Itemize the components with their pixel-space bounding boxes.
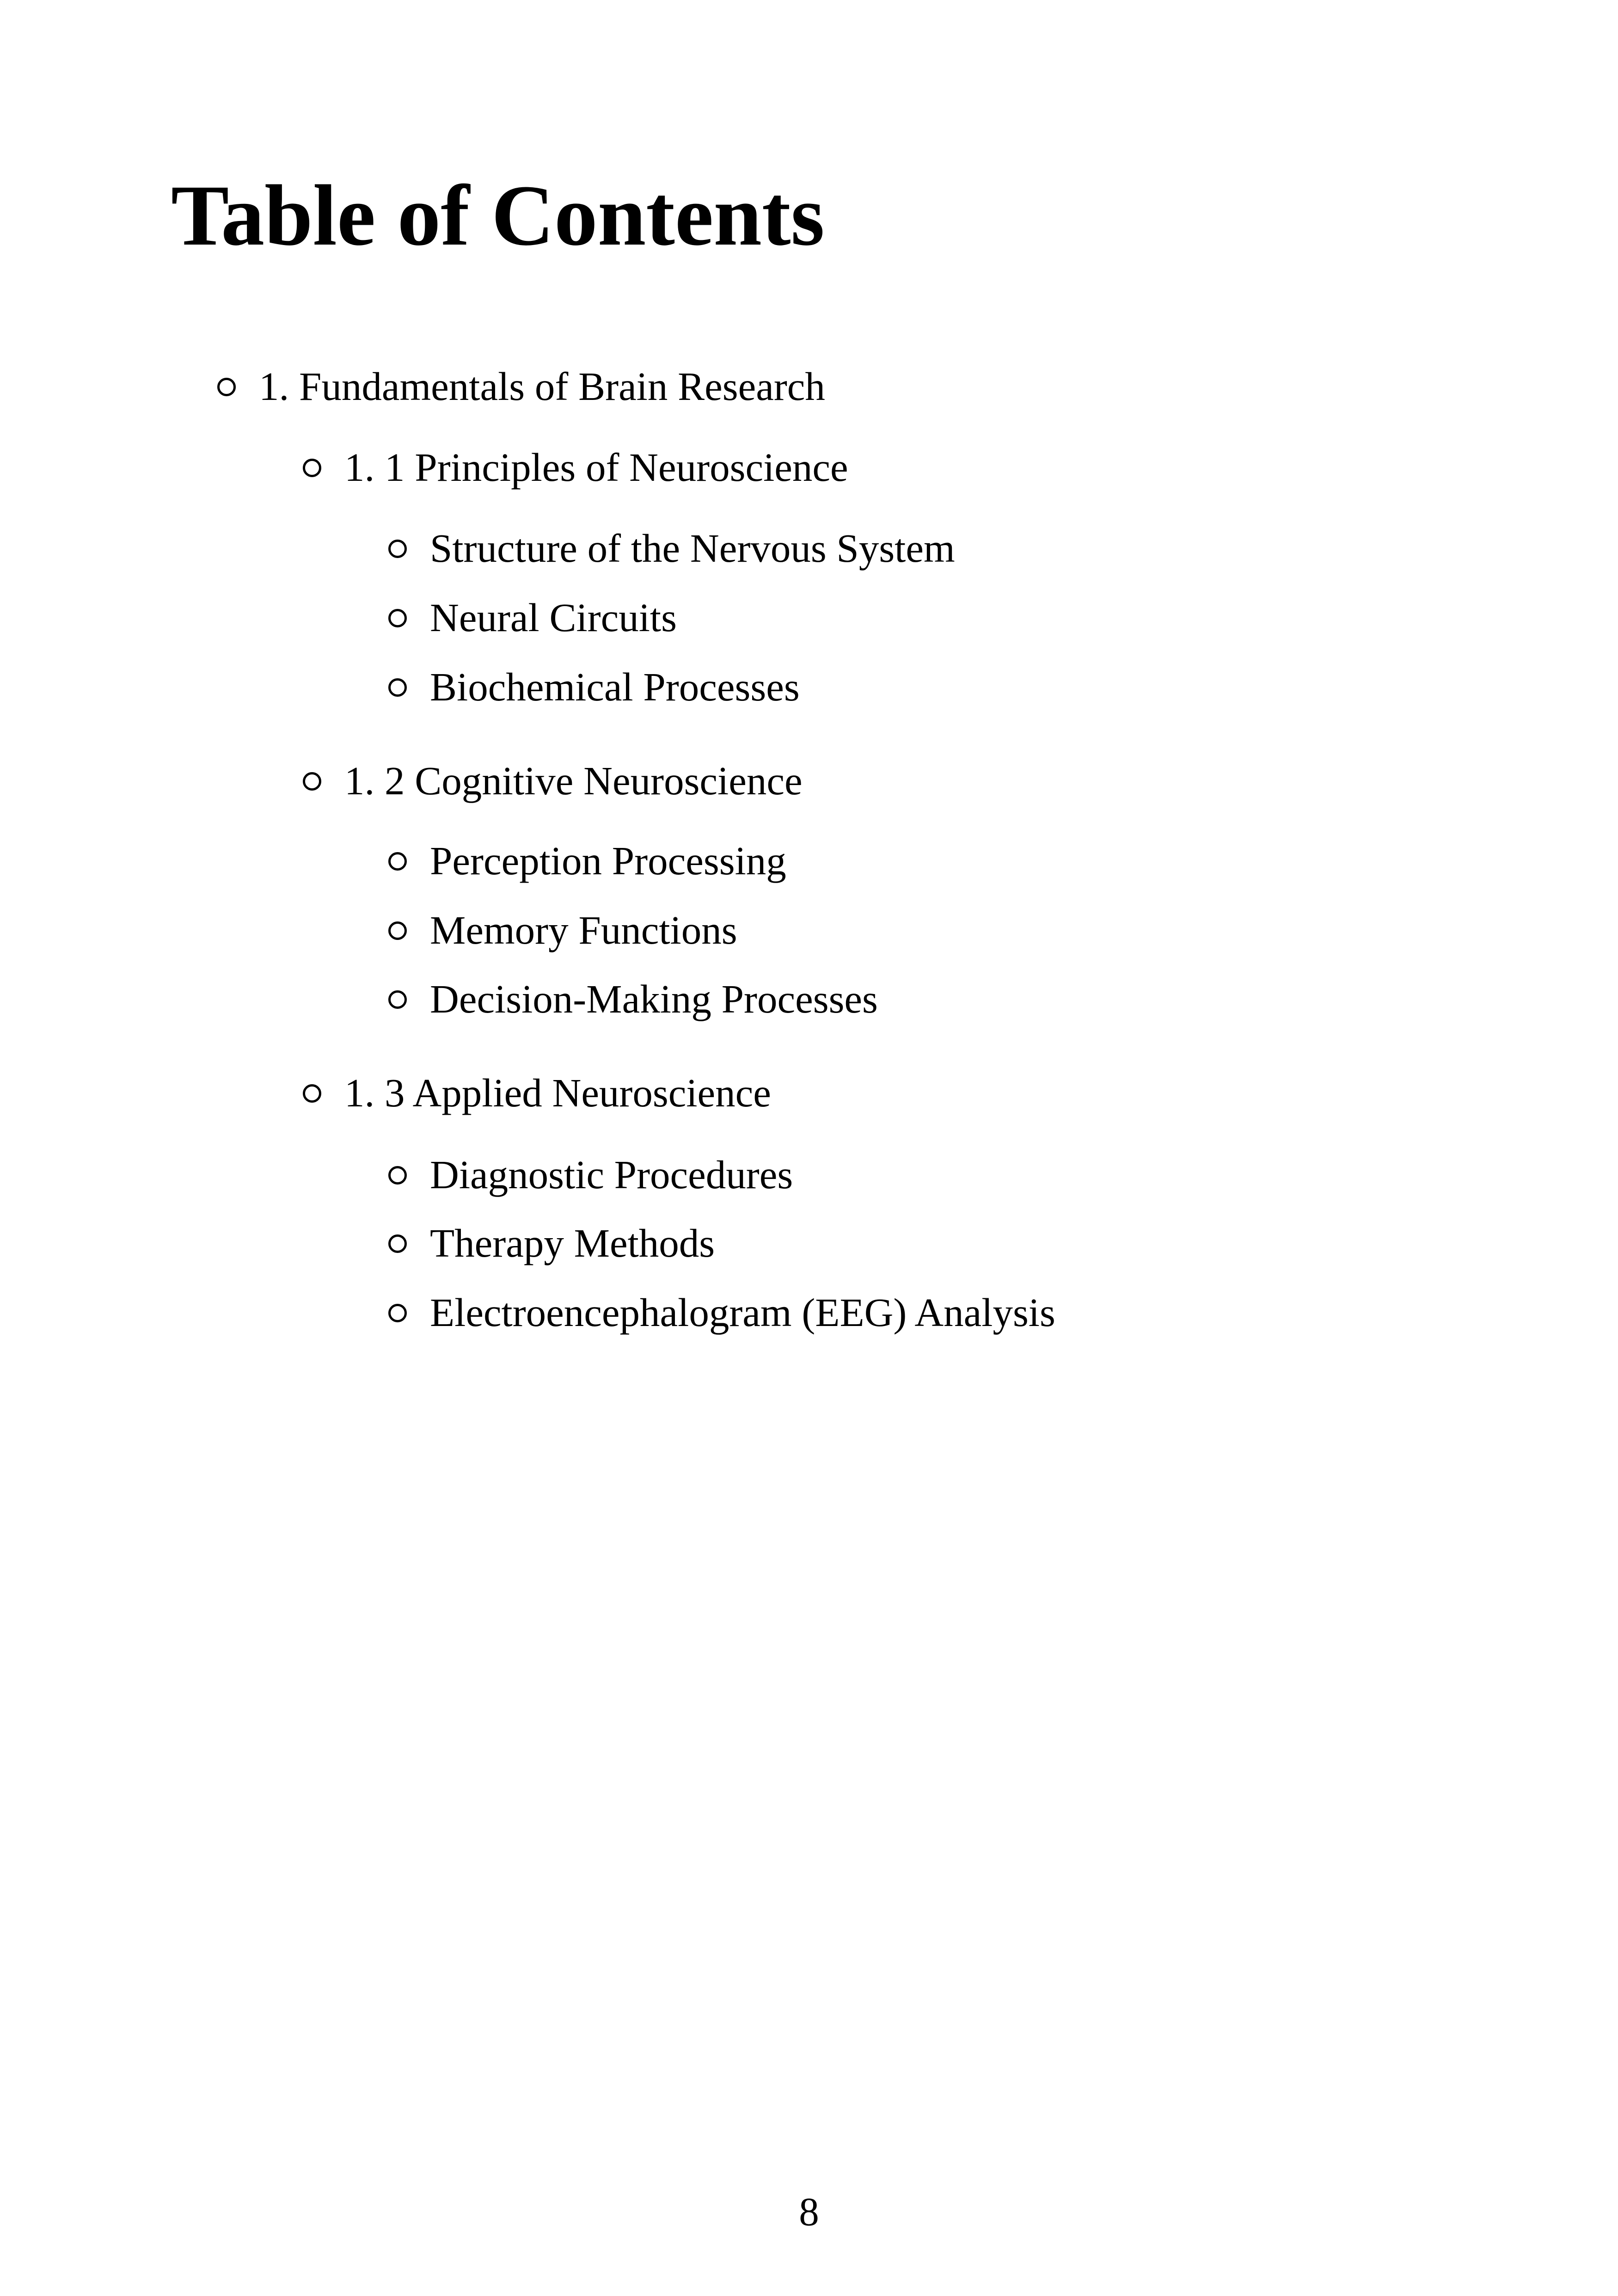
toc-item-label: Electroencephalogram (EEG) Analysis	[430, 1290, 1055, 1335]
toc-item	[388, 597, 677, 638]
toc-item-label: Diagnostic Procedures	[430, 1152, 793, 1197]
page-title: Table of Contents	[171, 167, 825, 264]
hollow-circle-bullet-icon	[388, 678, 407, 697]
hollow-circle-bullet-icon	[303, 772, 321, 791]
toc-item	[388, 526, 955, 571]
toc-item-label: Memory Functions	[430, 908, 737, 952]
page-number: 8	[799, 2189, 819, 2234]
toc-item-label: Decision-Making Processes	[430, 976, 878, 1021]
toc-section	[303, 445, 848, 490]
hollow-circle-bullet-icon	[388, 852, 407, 871]
toc-section-label: 1. 3 Applied Neuroscience	[344, 1070, 771, 1115]
toc-section	[303, 1070, 771, 1115]
toc-chapter-label: 1. Fundamentals of Brain Research	[259, 364, 825, 409]
hollow-circle-bullet-icon	[388, 609, 407, 627]
toc-section-label: 1. 2 Cognitive Neuroscience	[344, 758, 803, 803]
toc-item	[388, 664, 800, 709]
hollow-circle-bullet-icon	[388, 921, 407, 940]
toc-item	[388, 1154, 793, 1195]
toc-item	[388, 976, 878, 1021]
toc-item-label: Structure of the Nervous System	[430, 526, 955, 571]
hollow-circle-bullet-icon	[388, 1234, 407, 1253]
hollow-circle-bullet-icon	[388, 540, 407, 558]
toc-item	[388, 1223, 715, 1263]
toc-item	[388, 838, 786, 883]
toc-item-label: Neural Circuits	[430, 595, 677, 640]
hollow-circle-bullet-icon	[217, 378, 236, 396]
toc-item	[388, 910, 737, 950]
hollow-circle-bullet-icon	[303, 1084, 321, 1103]
toc-chapter	[217, 364, 825, 409]
toc-item-label: Perception Processing	[430, 838, 786, 883]
toc-item	[388, 1290, 1055, 1335]
hollow-circle-bullet-icon	[388, 1166, 407, 1185]
toc-section-label: 1. 1 Principles of Neuroscience	[344, 445, 848, 490]
toc-item-label: Therapy Methods	[430, 1221, 715, 1265]
toc-section	[303, 758, 803, 803]
hollow-circle-bullet-icon	[388, 1304, 407, 1322]
hollow-circle-bullet-icon	[388, 990, 407, 1009]
hollow-circle-bullet-icon	[303, 459, 321, 477]
toc-item-label: Biochemical Processes	[430, 664, 800, 709]
